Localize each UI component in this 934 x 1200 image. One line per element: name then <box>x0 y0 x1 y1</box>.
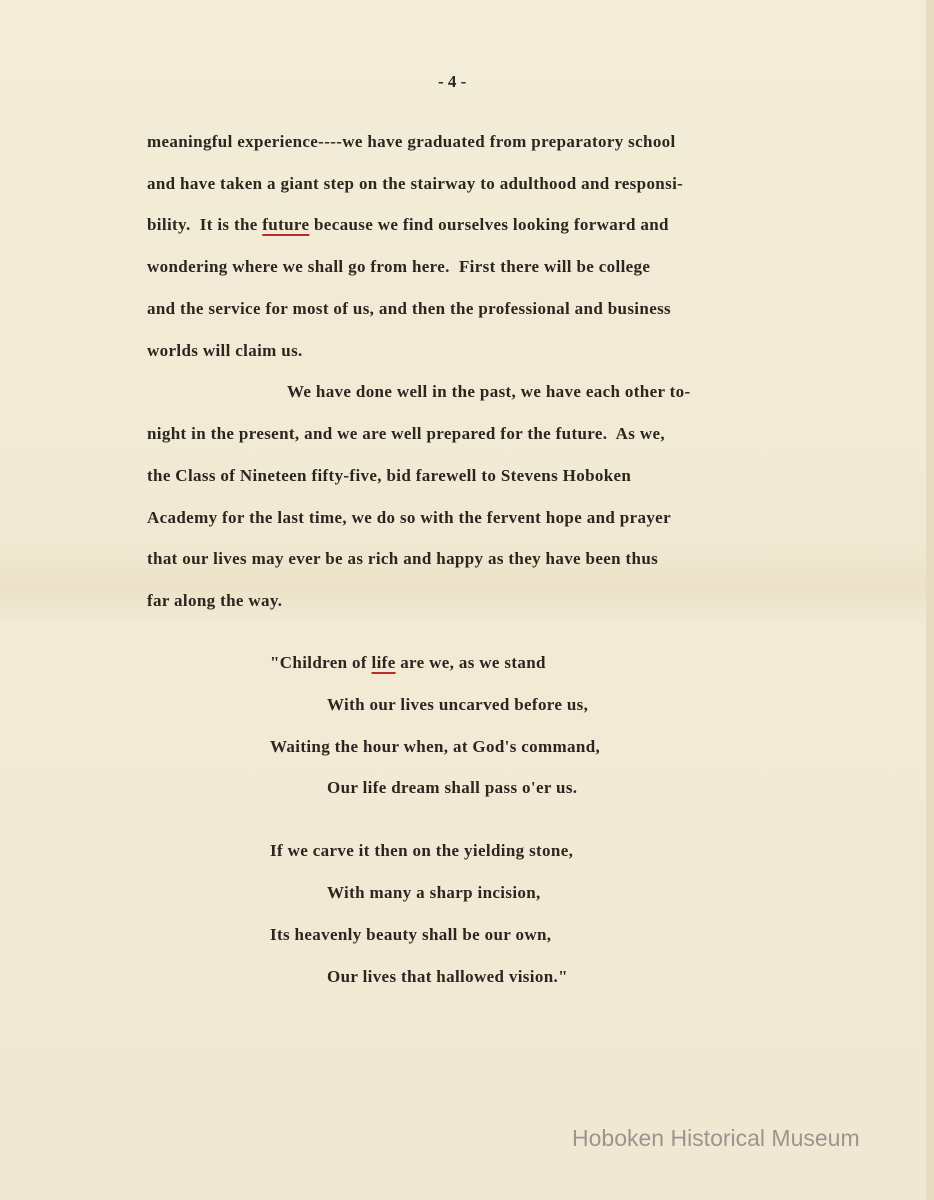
text-line: Academy for the last time, we do so with the fervent hope and prayer <box>147 508 671 527</box>
poem-line: Its heavenly beauty shall be our own, <box>270 925 552 944</box>
poem-line: With many a sharp incision, <box>327 883 541 902</box>
poem-line: Our lives that hallowed vision." <box>327 967 568 986</box>
text-segment: bility. It is the <box>147 215 263 234</box>
museum-watermark: Hoboken Historical Museum <box>572 1125 860 1151</box>
text-line: meaningful experience----we have graduated from preparatory school <box>147 132 676 151</box>
text-line: that our lives may ever be as rich and happy as they have been thus <box>147 549 659 568</box>
text-line: and have taken a giant step on the stairway to adulthood and responsi- <box>147 174 684 193</box>
page-number: - 4 - <box>438 72 467 91</box>
paper-edge <box>926 0 934 1200</box>
underlined-word: future <box>262 215 310 234</box>
text-line: We have done well in the past, we have each other to- <box>287 382 691 401</box>
underlined-word: life <box>371 653 396 672</box>
text-line: far along the way. <box>147 591 283 610</box>
poem-line <box>270 653 546 673</box>
text-line: the Class of Nineteen fifty-five, bid farewell to Stevens Hoboken <box>147 466 632 485</box>
text-line: night in the present, and we are well prepared for the future. As we, <box>147 424 665 443</box>
poem-line: If we carve it then on the yielding stone, <box>270 841 574 860</box>
text-line <box>147 215 669 235</box>
text-line: and the service for most of us, and then the professional and business <box>147 299 672 318</box>
text-segment: "Children of <box>270 653 372 672</box>
text-segment: because we find ourselves looking forward and <box>309 215 669 234</box>
poem-line: With our lives uncarved before us, <box>327 695 589 714</box>
text-segment: are we, as we stand <box>395 653 546 672</box>
text-line: wondering where we shall go from here. First there will be college <box>147 257 651 276</box>
text-line: worlds will claim us. <box>147 341 303 360</box>
poem-line: Waiting the hour when, at God's command, <box>270 737 601 756</box>
poem-line: Our life dream shall pass o'er us. <box>327 778 578 797</box>
